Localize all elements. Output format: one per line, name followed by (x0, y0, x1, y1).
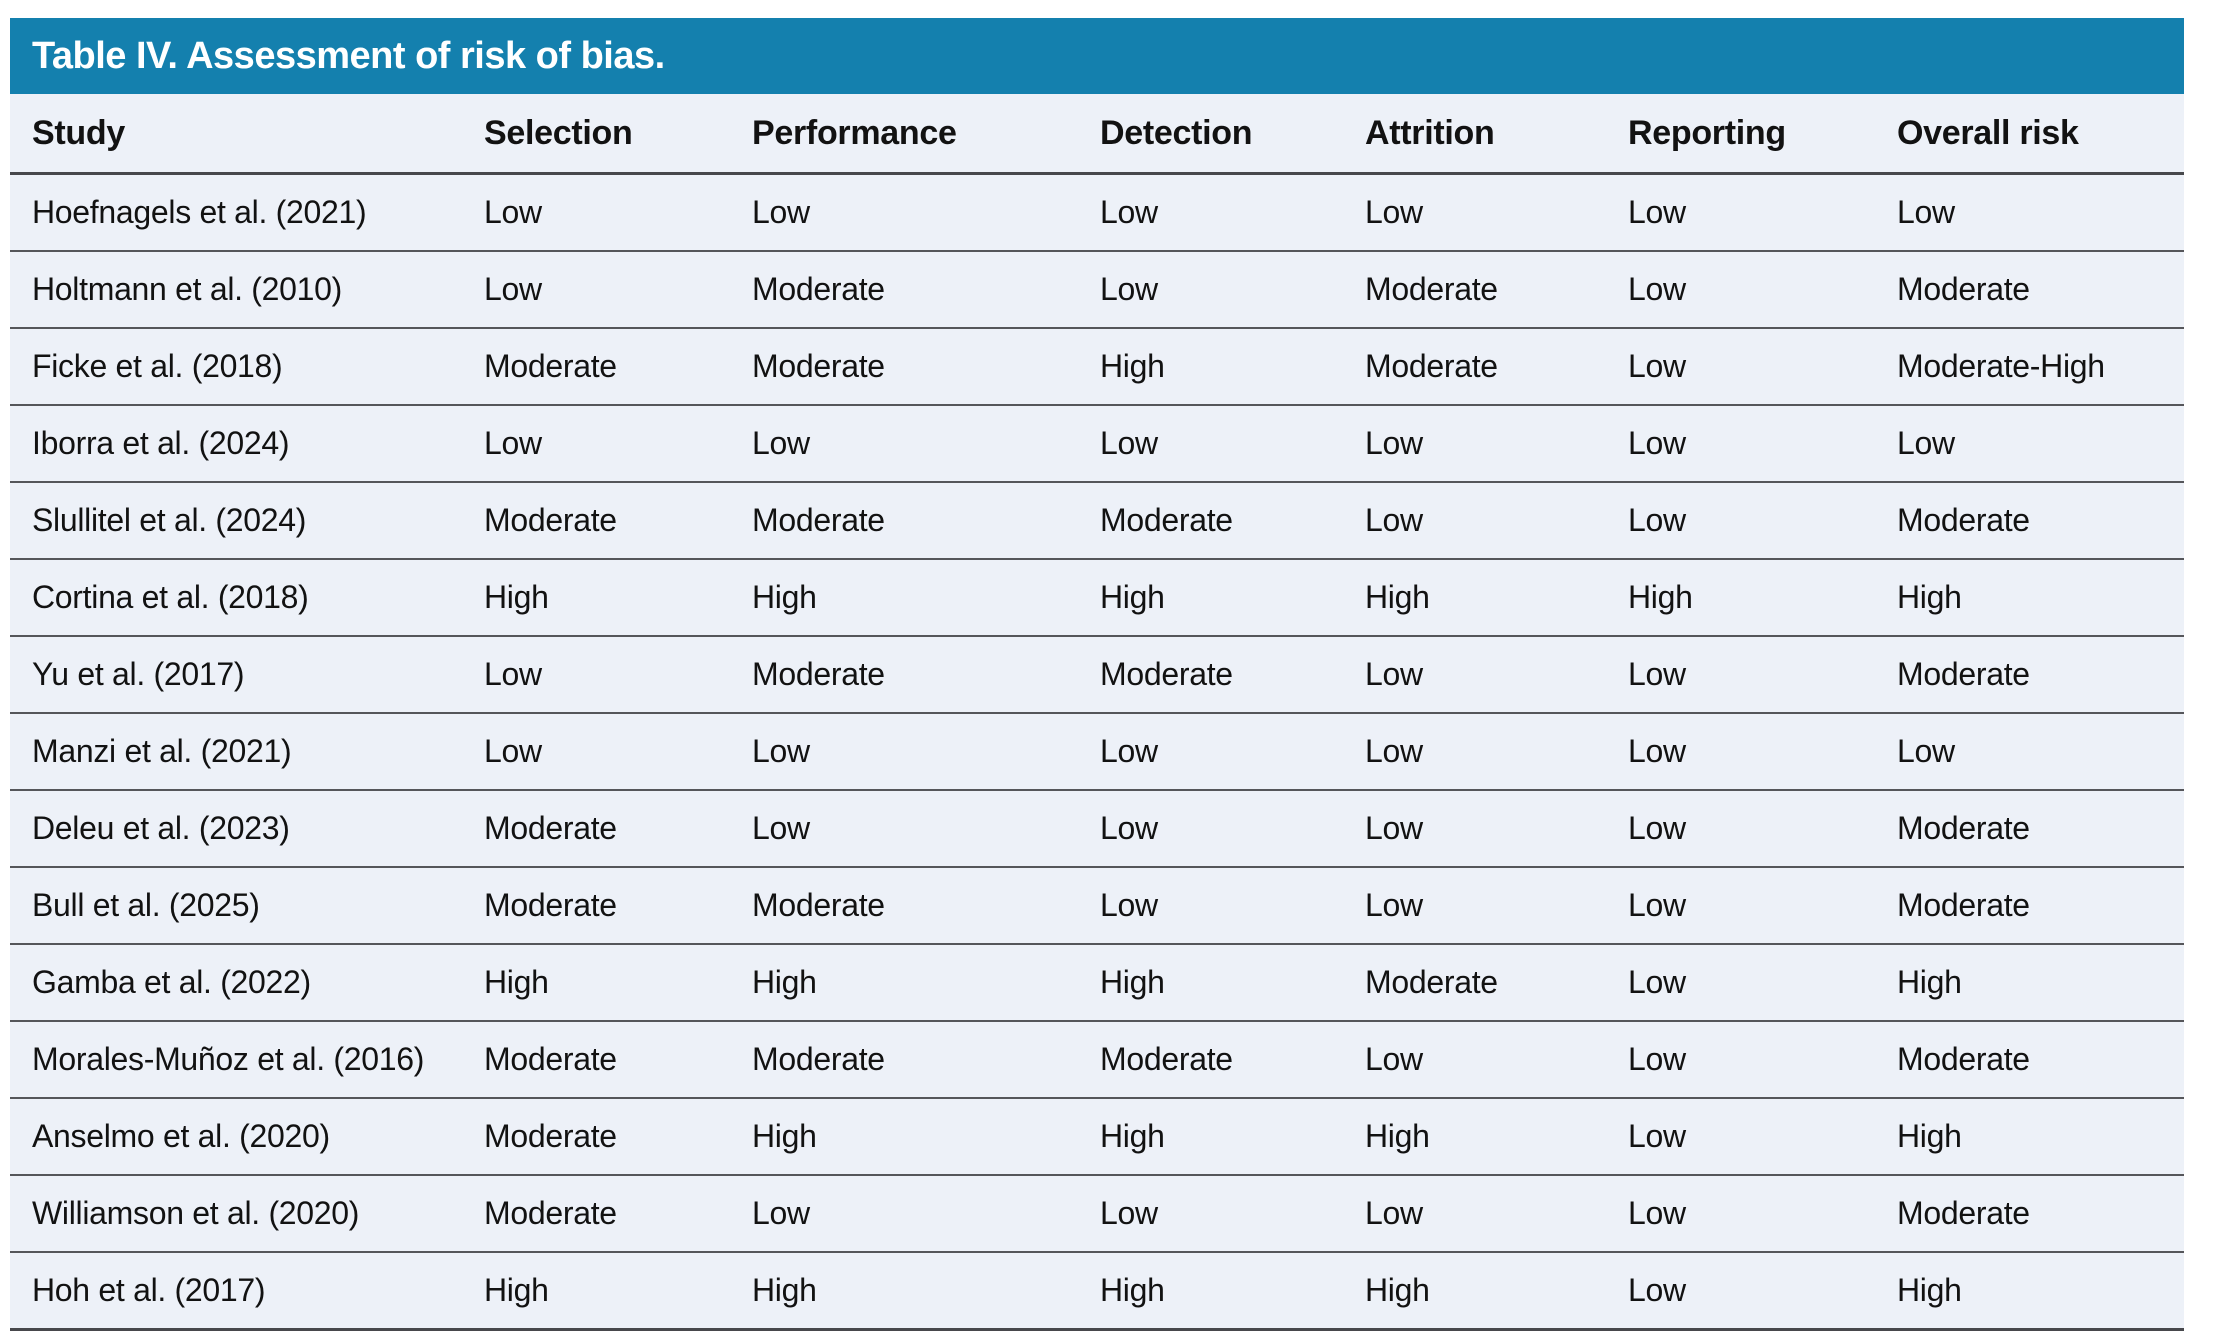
table-row (10, 482, 2184, 559)
table-row (10, 1252, 2184, 1330)
rating-cell: Low (1365, 482, 1628, 559)
column-header-reporting: Reporting (1628, 94, 1897, 174)
rating-cell: High (1897, 1252, 2184, 1330)
table-row (10, 713, 2184, 790)
study-cell: Iborra et al. (2024) (10, 405, 484, 482)
rating-cell: Moderate (1365, 328, 1628, 405)
table-row (10, 559, 2184, 636)
rating-cell: Low (1100, 867, 1365, 944)
table-title-bar (10, 18, 2184, 94)
study-cell: Yu et al. (2017) (10, 636, 484, 713)
rating-cell: Low (1365, 867, 1628, 944)
column-header-performance: Performance (752, 94, 1100, 174)
table-row (10, 328, 2184, 405)
risk-of-bias-table (10, 94, 2184, 1331)
rating-cell: Low (484, 405, 752, 482)
rating-cell: Low (1628, 1098, 1897, 1175)
rating-cell: Moderate (752, 482, 1100, 559)
rating-cell: Low (1365, 636, 1628, 713)
table-row (10, 174, 2184, 252)
rating-cell: High (1897, 1098, 2184, 1175)
rating-cell: Moderate (1100, 636, 1365, 713)
rating-cell: Low (1628, 405, 1897, 482)
column-header-overall-risk: Overall risk (1897, 94, 2184, 174)
rating-cell: Moderate (1897, 482, 2184, 559)
rating-cell: Low (1100, 405, 1365, 482)
study-cell: Ficke et al. (2018) (10, 328, 484, 405)
rating-cell: High (752, 944, 1100, 1021)
table-row (10, 1098, 2184, 1175)
rating-cell: Low (1628, 713, 1897, 790)
rating-cell: Low (1100, 1175, 1365, 1252)
rating-cell: Moderate (1897, 636, 2184, 713)
rating-cell: Low (1628, 1175, 1897, 1252)
study-cell: Deleu et al. (2023) (10, 790, 484, 867)
rating-cell: High (1897, 944, 2184, 1021)
rating-cell: High (1365, 1252, 1628, 1330)
rating-cell: Low (752, 713, 1100, 790)
rating-cell: High (752, 559, 1100, 636)
rating-cell: Low (1628, 482, 1897, 559)
table-row (10, 636, 2184, 713)
rating-cell: High (484, 944, 752, 1021)
rating-cell: Moderate (1897, 790, 2184, 867)
rating-cell: High (484, 559, 752, 636)
rating-cell: Low (1100, 251, 1365, 328)
rating-cell: Low (1897, 405, 2184, 482)
rating-cell: Low (1628, 944, 1897, 1021)
study-cell: Anselmo et al. (2020) (10, 1098, 484, 1175)
rating-cell: Low (484, 713, 752, 790)
rating-cell: High (752, 1098, 1100, 1175)
rating-cell: Moderate (1365, 251, 1628, 328)
study-cell: Cortina et al. (2018) (10, 559, 484, 636)
rating-cell: Moderate (752, 867, 1100, 944)
rating-cell: Low (1628, 251, 1897, 328)
column-header-study: Study (10, 94, 484, 174)
rating-cell: Moderate (752, 251, 1100, 328)
rating-cell: High (1897, 559, 2184, 636)
rating-cell: Moderate (484, 328, 752, 405)
rating-cell: Low (1365, 405, 1628, 482)
rating-cell: Moderate (484, 1098, 752, 1175)
rating-cell: Low (1100, 790, 1365, 867)
rating-cell: Moderate (484, 790, 752, 867)
study-cell: Gamba et al. (2022) (10, 944, 484, 1021)
rating-cell: High (1100, 1252, 1365, 1330)
table-title: Table IV. Assessment of risk of bias. (32, 34, 665, 77)
rating-cell: High (1100, 944, 1365, 1021)
column-header-detection: Detection (1100, 94, 1365, 174)
study-cell: Manzi et al. (2021) (10, 713, 484, 790)
rating-cell: Moderate (1100, 1021, 1365, 1098)
study-cell: Holtmann et al. (2010) (10, 251, 484, 328)
rating-cell: Low (1628, 790, 1897, 867)
rating-cell: Low (752, 1175, 1100, 1252)
table-row (10, 1021, 2184, 1098)
rating-cell: Low (1897, 174, 2184, 252)
rating-cell: Low (1365, 1021, 1628, 1098)
rating-cell: Moderate-High (1897, 328, 2184, 405)
rating-cell: Low (1628, 174, 1897, 252)
table-header (10, 94, 2184, 174)
table-row (10, 251, 2184, 328)
rating-cell: Low (1100, 713, 1365, 790)
table-row (10, 867, 2184, 944)
rating-cell: Low (752, 174, 1100, 252)
rating-cell: Moderate (1897, 1021, 2184, 1098)
table-row (10, 1175, 2184, 1252)
rating-cell: Moderate (484, 1175, 752, 1252)
rating-cell: Low (1628, 328, 1897, 405)
column-header-attrition: Attrition (1365, 94, 1628, 174)
rating-cell: Moderate (1897, 251, 2184, 328)
rating-cell: Low (1628, 867, 1897, 944)
study-cell: Hoefnagels et al. (2021) (10, 174, 484, 252)
rating-cell: Moderate (484, 1021, 752, 1098)
study-cell: Bull et al. (2025) (10, 867, 484, 944)
rating-cell: Low (1365, 1175, 1628, 1252)
rating-cell: High (484, 1252, 752, 1330)
rating-cell: Low (1628, 636, 1897, 713)
study-cell: Williamson et al. (2020) (10, 1175, 484, 1252)
rating-cell: Moderate (1100, 482, 1365, 559)
rating-cell: Moderate (752, 328, 1100, 405)
rating-cell: Low (1628, 1252, 1897, 1330)
rating-cell: Low (1365, 174, 1628, 252)
rating-cell: High (752, 1252, 1100, 1330)
table-row (10, 790, 2184, 867)
rating-cell: Low (1365, 713, 1628, 790)
rating-cell: High (1365, 559, 1628, 636)
rating-cell: High (1100, 559, 1365, 636)
rating-cell: Low (484, 174, 752, 252)
study-cell: Hoh et al. (2017) (10, 1252, 484, 1330)
rating-cell: Moderate (1365, 944, 1628, 1021)
rating-cell: Moderate (484, 867, 752, 944)
rating-cell: High (1100, 1098, 1365, 1175)
table-row (10, 944, 2184, 1021)
table-body (10, 174, 2184, 1330)
rating-cell: Moderate (1897, 1175, 2184, 1252)
rating-cell: Low (484, 251, 752, 328)
study-cell: Morales-Muñoz et al. (2016) (10, 1021, 484, 1098)
header-row (10, 94, 2184, 174)
rating-cell: Moderate (752, 1021, 1100, 1098)
rating-cell: Moderate (484, 482, 752, 559)
rating-cell: Low (752, 790, 1100, 867)
rating-cell: Low (1365, 790, 1628, 867)
column-header-selection: Selection (484, 94, 752, 174)
rating-cell: High (1365, 1098, 1628, 1175)
study-cell: Slullitel et al. (2024) (10, 482, 484, 559)
rating-cell: Moderate (752, 636, 1100, 713)
rating-cell: Low (1897, 713, 2184, 790)
rating-cell: Low (1100, 174, 1365, 252)
rating-cell: High (1100, 328, 1365, 405)
risk-of-bias-table-container (10, 18, 2184, 1331)
rating-cell: Low (752, 405, 1100, 482)
rating-cell: High (1628, 559, 1897, 636)
rating-cell: Low (484, 636, 752, 713)
table-row (10, 405, 2184, 482)
rating-cell: Low (1628, 1021, 1897, 1098)
rating-cell: Moderate (1897, 867, 2184, 944)
